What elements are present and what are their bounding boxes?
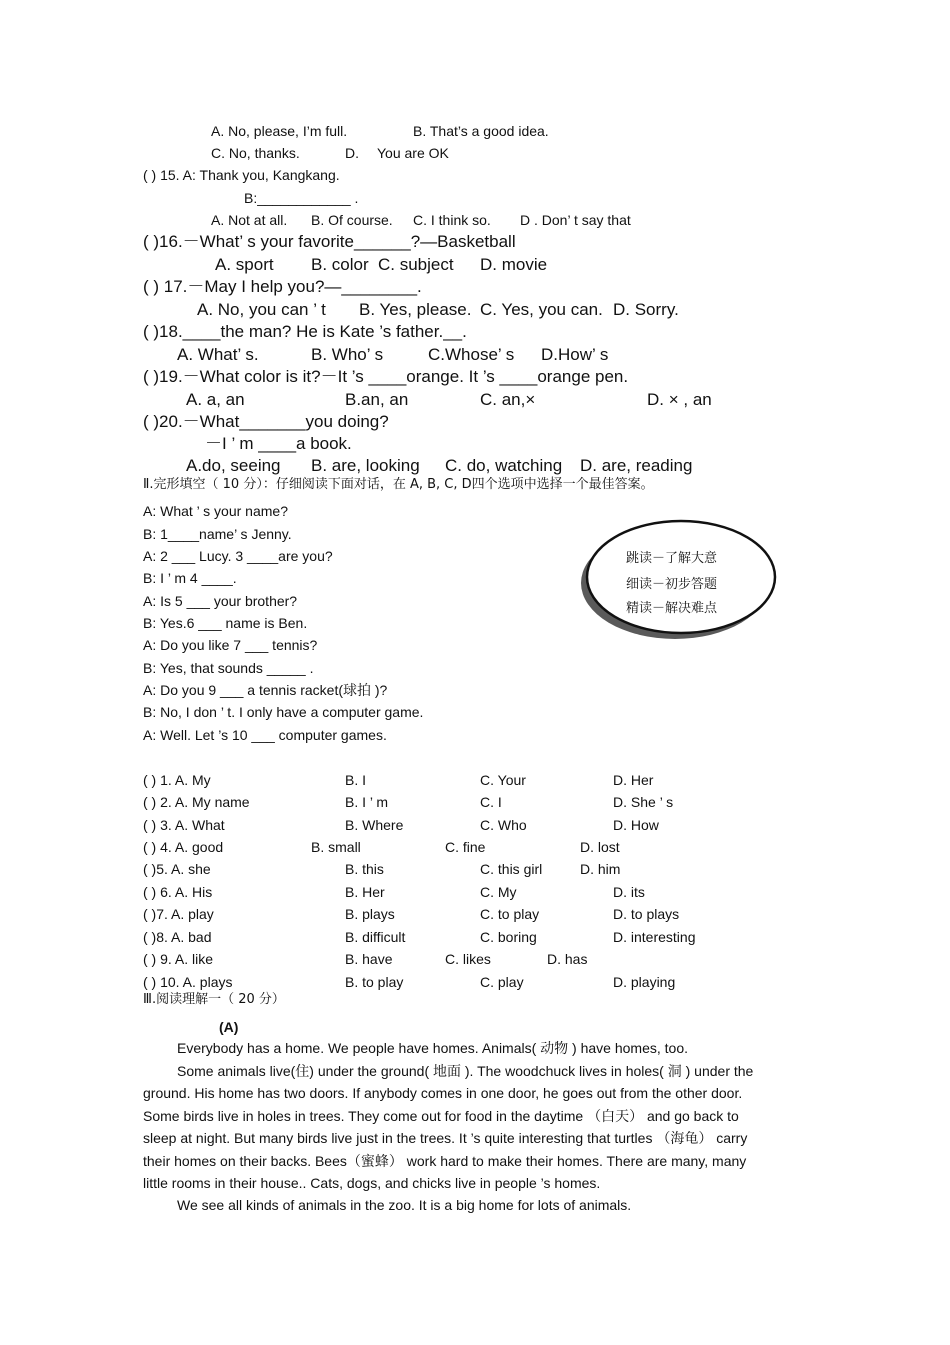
- passage-line: sleep at night. But many birds live just in the trees. It ’s quite interesting that turtles （海龟） carry: [143, 1130, 748, 1146]
- dialog-line: B: I ’ m 4 ____.: [143, 570, 237, 586]
- cloze-q10-d: D. playing: [613, 974, 676, 990]
- q14-option-c: C. No, thanks.: [211, 145, 300, 161]
- dialog-line: A: Do you 9 ___ a tennis racket(球拍 )?: [143, 682, 388, 698]
- cloze-q3-d: D. How: [613, 817, 659, 833]
- passage-line: ground. His home has two doors. If anybody comes in one door, he goes out from the other door.: [143, 1085, 743, 1101]
- dialog-line: B: 1____name’ s Jenny.: [143, 526, 292, 542]
- q20-option-a: A.do, seeing: [186, 456, 281, 475]
- q19-option-d: D. × , an: [647, 390, 712, 409]
- cloze-q5-c: C. this girl: [480, 861, 543, 877]
- dialog-line: B: No, I don ’ t. I only have a computer game.: [143, 704, 424, 720]
- q20-stem: ( )20.－What_______you doing?: [143, 412, 389, 431]
- q14-option-a: A. No, please, I’m full.: [211, 123, 348, 139]
- cloze-q1-d: D. Her: [613, 772, 654, 788]
- dialog-line: B: Yes.6 ___ name is Ben.: [143, 615, 308, 631]
- cloze-q7-a: ( )7. A. play: [143, 906, 214, 922]
- q15-option-a: A. Not at all.: [211, 212, 288, 228]
- cloze-q10-c: C. play: [480, 974, 524, 990]
- cloze-q1-c: C. Your: [480, 772, 526, 788]
- q17-stem: ( ) 17.－May I help you?—________.: [143, 277, 422, 296]
- cloze-q6-a: ( ) 6. A. His: [143, 884, 213, 900]
- reading-tips-bubble: [580, 515, 778, 643]
- q16-option-d: D. movie: [480, 255, 548, 274]
- passage-line: We see all kinds of animals in the zoo. It is a big home for lots of animals.: [177, 1197, 632, 1213]
- q20-option-d: D. are, reading: [580, 456, 693, 475]
- q18-option-c: C.Whose’ s: [428, 345, 515, 364]
- section-3-title: Ⅲ.阅读理解一（ 20 分）: [143, 992, 285, 1007]
- q18-stem: ( )18.____the man? He is Kate ’s father.__.: [143, 322, 467, 341]
- q17-option-a: A. No, you can ’ t: [197, 300, 326, 319]
- q16-stem: ( )16.－What’ s your favorite______?—Basketball: [143, 232, 516, 251]
- dialog-line: A: What ’ s your name?: [143, 503, 288, 519]
- passage-line: Some birds live in holes in trees. They come out for food in the daytime （白天） and go back to: [143, 1108, 739, 1124]
- passage-line: little rooms in their house.. Cats, dogs, and chicks live in people ’s homes.: [143, 1175, 601, 1191]
- q19-stem: ( )19.－What color is it?－It ’s ____orange. It ’s ____orange pen.: [143, 367, 629, 386]
- q17-option-c: C. Yes, you can.: [480, 300, 603, 319]
- cloze-q5-b: B. this: [345, 861, 384, 877]
- q15-option-d: D . Don’ t say that: [520, 212, 631, 228]
- cloze-q2-c: C. I: [480, 794, 502, 810]
- q20-option-c: C. do, watching: [445, 456, 563, 475]
- q15-option-b: B. Of course.: [311, 212, 393, 228]
- cloze-q6-c: C. My: [480, 884, 517, 900]
- q16-option-a: A. sport: [215, 255, 274, 274]
- q18-option-b: B. Who’ s: [311, 345, 384, 364]
- cloze-q2-d: D. She ’ s: [613, 794, 674, 810]
- q17-option-d: D. Sorry.: [613, 300, 679, 319]
- q19-option-b: B.an, an: [345, 390, 409, 409]
- cloze-q10-b: B. to play: [345, 974, 404, 990]
- q16-option-b: B. color: [311, 255, 369, 274]
- passage-line: their homes on their backs. Bees（蜜蜂） work hard to make their homes. There are many, many: [143, 1153, 747, 1169]
- cloze-q7-b: B. plays: [345, 906, 395, 922]
- cloze-q8-d: D. interesting: [613, 929, 696, 945]
- cloze-q9-a: ( ) 9. A. like: [143, 951, 214, 967]
- cloze-q4-a: ( ) 4. A. good: [143, 839, 224, 855]
- cloze-q2-b: B. I ’ m: [345, 794, 389, 810]
- tip-skim: 跳读－了解大意: [626, 551, 718, 566]
- cloze-q3-a: ( ) 3. A. What: [143, 817, 225, 833]
- passage-line: Everybody has a home. We people have homes. Animals( 动物 ) have homes, too.: [177, 1040, 688, 1056]
- cloze-q4-c: C. fine: [445, 839, 486, 855]
- q17-option-b: B. Yes, please.: [359, 300, 472, 319]
- q16-option-c: C. subject: [378, 255, 454, 274]
- cloze-q3-c: C. Who: [480, 817, 527, 833]
- dialog-line: A: Is 5 ___ your brother?: [143, 593, 298, 609]
- cloze-q6-d: D. its: [613, 884, 645, 900]
- cloze-q4-b: B. small: [311, 839, 361, 855]
- cloze-q9-b: B. have: [345, 951, 393, 967]
- q19-option-c: C. an,×: [480, 390, 536, 409]
- dialog-line: A: 2 ___ Lucy. 3 ____are you?: [143, 548, 333, 564]
- q15-stem: ( ) 15. A: Thank you, Kangkang.: [143, 167, 340, 183]
- q19-option-a: A. a, an: [186, 390, 245, 409]
- q20-response: －I ’ m ____a book.: [205, 434, 352, 453]
- cloze-q8-a: ( )8. A. bad: [143, 929, 212, 945]
- tip-intensive: 精读－解决难点: [626, 601, 718, 616]
- cloze-q9-c: C. likes: [445, 951, 491, 967]
- cloze-q2-a: ( ) 2. A. My name: [143, 794, 250, 810]
- q20-option-b: B. are, looking: [311, 456, 420, 475]
- q14-option-d: You are OK: [377, 145, 449, 161]
- cloze-q10-a: ( ) 10. A. plays: [143, 974, 233, 990]
- cloze-q4-d: D. lost: [580, 839, 620, 855]
- cloze-q8-b: B. difficult: [345, 929, 406, 945]
- q18-option-d: D.How’ s: [541, 345, 609, 364]
- dialog-line: B: Yes, that sounds _____ .: [143, 660, 314, 676]
- dialog-line: A: Well. Let ’s 10 ___ computer games.: [143, 727, 387, 743]
- cloze-q5-d: D. him: [580, 861, 621, 877]
- cloze-q5-a: ( )5. A. she: [143, 861, 211, 877]
- cloze-q1-b: B. I: [345, 772, 367, 788]
- q15-answer-line: B:____________ .: [244, 190, 359, 206]
- cloze-q1-a: ( ) 1. A. My: [143, 772, 211, 788]
- q14-option-d-letter: D.: [345, 145, 359, 161]
- cloze-q6-b: B. Her: [345, 884, 385, 900]
- passage-label: (A): [219, 1019, 239, 1035]
- cloze-q7-d: D. to plays: [613, 906, 680, 922]
- q15-option-c: C. I think so.: [413, 212, 491, 228]
- q14-option-b: B. That’s a good idea.: [413, 123, 549, 139]
- passage-line: Some animals live(住) under the ground( 地面 ). The woodchuck lives in holes( 洞 ) under the: [177, 1063, 754, 1079]
- cloze-q9-d: D. has: [547, 951, 588, 967]
- cloze-q8-c: C. boring: [480, 929, 537, 945]
- section-2-title: Ⅱ.完形填空（ 10 分）：仔细阅读下面对话，在 A, B, C, D四个选项中选择一个最佳答案。: [143, 477, 654, 492]
- tip-read: 细读－初步答题: [626, 577, 718, 592]
- q18-option-a: A. What’ s.: [177, 345, 259, 364]
- cloze-q3-b: B. Where: [345, 817, 404, 833]
- dialog-line: A: Do you like 7 ___ tennis?: [143, 637, 318, 653]
- cloze-q7-c: C. to play: [480, 906, 540, 922]
